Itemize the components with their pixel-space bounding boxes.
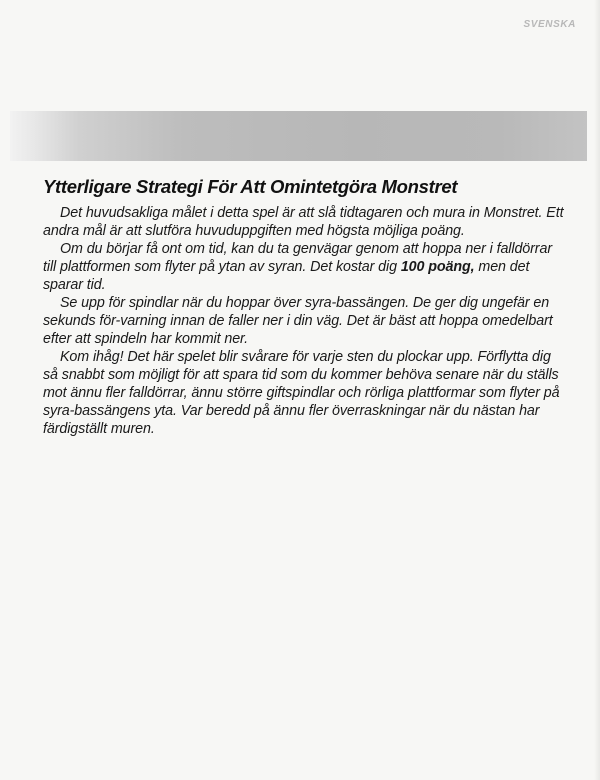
paragraph-spiders: [43, 294, 565, 348]
paragraph-main-goal-text: Det huvudsakliga målet i detta spel är att slå tidtagaren och mura in Monstret. Ett andra mål är att slutföra huvuduppgiften med högsta möjliga poäng.: [43, 205, 564, 239]
section-title: Ytterligare Strategi För Att Omintetgöra Monstret: [43, 176, 458, 197]
paragraph-shortcuts-end: men det sparar tid.: [43, 259, 530, 293]
paragraph-main-goal: [43, 204, 565, 240]
points-cost-highlight: 100 poäng,: [400, 259, 475, 275]
manual-section: [43, 174, 565, 438]
paragraph-spiders-text: Se upp för spindlar när du hoppar över syra-bassängen. De ger dig ungefär en sekunds för-varning innan de faller ner i din väg. Det är bäst att hoppa omedelbart efter att spindeln har kommit ner.: [43, 295, 553, 347]
page-edge-shadow: [594, 0, 600, 780]
language-label: SVENSKA: [523, 19, 576, 30]
paragraph-reminder: [43, 348, 565, 438]
paragraph-shortcuts-text: Om du börjar få ont om tid, kan du ta genvägar genom att hoppa ner i falldörrar till plattformen som flyter på ytan av syran. Det kostar dig: [43, 241, 552, 275]
header-gradient-band: [10, 111, 587, 161]
paragraph-reminder-text: Kom ihåg! Det här spelet blir svårare för varje sten du plockar upp. Förflytta dig så snabbt som möjligt för att spara tid som du kommer behöva senare när du ställs mot ännu fler falldörrar, ännu större giftspindlar och rörliga plattformar som flyter på syra-bassängens yta. Var beredd på ännu fler överraskningar när du nästan har färdigställt muren.: [43, 349, 560, 437]
paragraph-shortcuts: [43, 240, 565, 294]
